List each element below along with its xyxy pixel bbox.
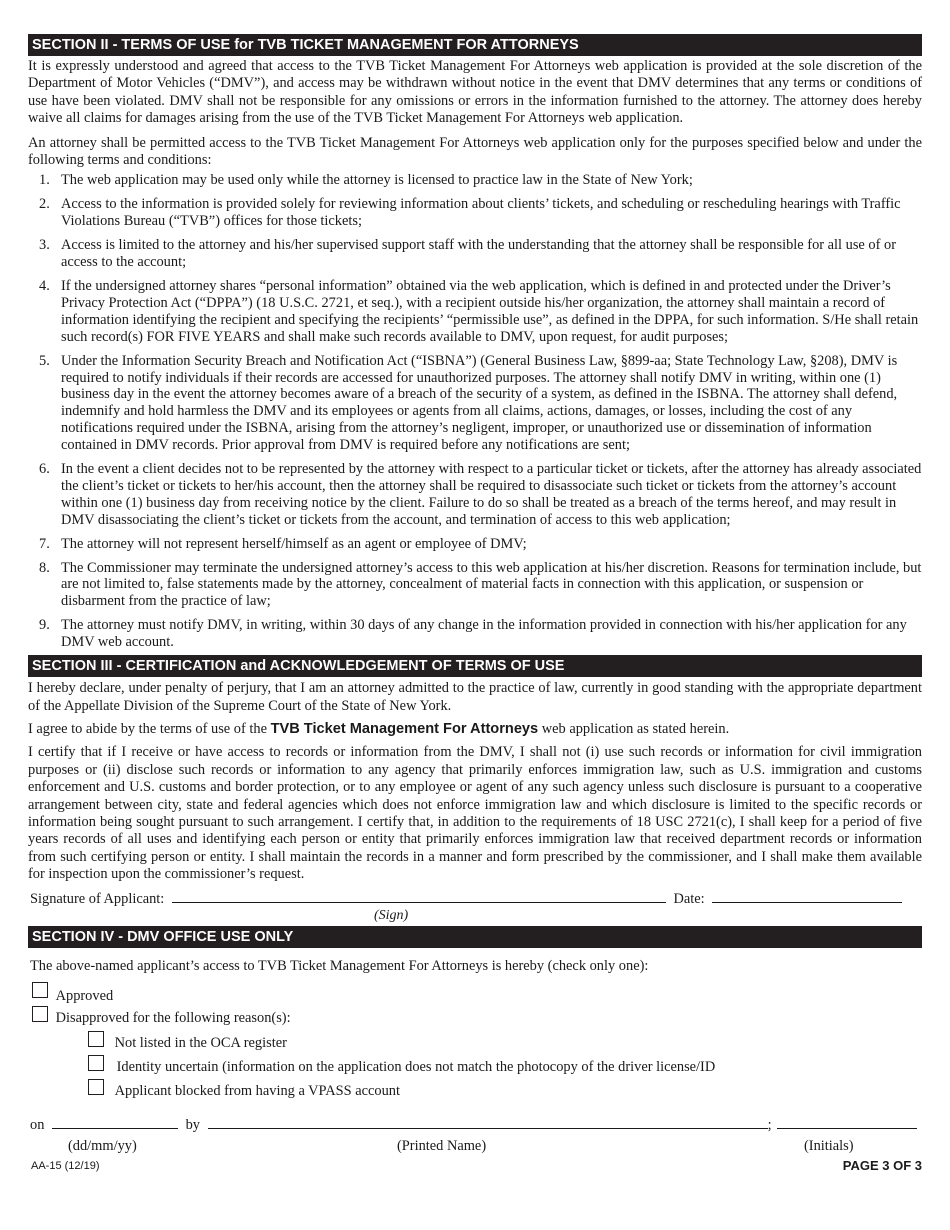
- signature-caption-row: [28, 909, 922, 925]
- approved-label: Approved: [55, 987, 114, 1004]
- reason-option[interactable]: [88, 1079, 400, 1099]
- form-id: AA-15 (12/19): [31, 1159, 100, 1172]
- section-2-paragraph-1: It is expressly understood and agreed that access to the TVB Ticket Management For Attorneys web application is provided at the sole discretion of the Department of Motor Vehicles (“DMV”), and access may be withdrawn without notice in the event that DMV determines that any terms or conditions of use have been violated. DMV shall not be responsible for any omissions or errors in the information furnished to the attorney. The attorney does hereby waive all claims for damages arising from the use of the TVB Ticket Management For Attorneys web application.: [28, 58, 922, 127]
- term-item: 2. Access to the information is provided solely for reviewing information about clients’ tickets, and scheduling or rescheduling hearings with Traffic Violations Bureau (“TVB”) offices for those tickets;: [39, 196, 901, 230]
- signature-label: Signature of Applicant:: [30, 890, 165, 907]
- product-name: TVB Ticket Management For Attorneys: [270, 720, 539, 737]
- office-use-block: [28, 948, 922, 1178]
- disapproved-label: Disapproved for the following reason(s):: [55, 1009, 291, 1026]
- term-item: 8. The Commissioner may terminate the undersigned attorney’s access to this web application at his/her discretion. Reasons for termination include, but are not limited to, false statements made by the attorney, concealment of material facts in connection with this application, or suspension or disbarment from the practice of law;: [39, 559, 922, 610]
- approval-signoff-row: [30, 1117, 917, 1134]
- initials-caption: (Initials): [804, 1137, 854, 1154]
- term-item: 9. The attorney must notify DMV, in writing, within 30 days of any change in the information provided in connection with his/her application for any DMV web account.: [39, 617, 907, 651]
- approved-checkbox[interactable]: [32, 982, 48, 998]
- approval-date-field[interactable]: [52, 1128, 178, 1129]
- term-item: 1. The web application may be used only while the attorney is licensed to practice law in the State of New York;: [39, 172, 693, 189]
- reason-label: Identity uncertain (information on the application does not match the photocopy of the driver license/ID: [116, 1058, 716, 1075]
- disapproved-option[interactable]: [32, 1006, 291, 1026]
- section-2-header: SECTION II - TERMS OF USE for TVB TICKET MANAGEMENT FOR ATTORNEYS: [28, 34, 922, 56]
- signature-field[interactable]: [172, 902, 666, 903]
- section-3-header: SECTION III - CERTIFICATION and ACKNOWLEDGEMENT OF TERMS OF USE: [28, 655, 922, 677]
- office-use-intro: The above-named applicant’s access to TVB Ticket Management For Attorneys is hereby (check only one):: [30, 957, 649, 974]
- term-item: 7. The attorney will not represent herself/himself as an agent or employee of DMV;: [39, 535, 527, 552]
- term-item: 6. In the event a client decides not to be represented by the attorney with respect to a particular ticket or tickets, after the attorney has already associated the client’s ticket or tickets to her/his account, then the attorney shall be required to disassociate such ticket or tickets from the attorney’s account within one (1) business day from receiving notice by the client. Failure to do so shall be treated as a breach of the terms hereof, and may result in DMV disassociating the client’s ticket or tickets from the account, and termination of access to this web application;: [39, 461, 922, 528]
- reason-option[interactable]: [88, 1055, 715, 1075]
- initials-field[interactable]: [777, 1128, 917, 1129]
- terms-list: [28, 172, 922, 651]
- page-number: PAGE 3 OF 3: [842, 1157, 922, 1173]
- date-format-caption: (dd/mm/yy): [68, 1137, 137, 1154]
- section-4-header: SECTION IV - DMV OFFICE USE ONLY: [28, 926, 922, 948]
- reason-option[interactable]: [88, 1031, 287, 1051]
- printed-name-caption: (Printed Name): [397, 1137, 487, 1154]
- disapproved-checkbox[interactable]: [32, 1006, 48, 1022]
- approved-option[interactable]: [32, 982, 113, 1002]
- reason-label: Not listed in the OCA register: [114, 1034, 287, 1051]
- reason-checkbox[interactable]: [88, 1055, 104, 1071]
- sign-caption: (Sign): [374, 907, 409, 923]
- reason-label: Applicant blocked from having a VPASS account: [114, 1082, 400, 1099]
- on-label: on: [30, 1116, 45, 1133]
- reason-checkbox[interactable]: [88, 1079, 104, 1095]
- signature-row: [28, 891, 922, 909]
- by-label: by: [185, 1116, 200, 1133]
- term-item: 5. Under the Information Security Breach and Notification Act (“ISBNA”) (General Business Law, §899-aa; State Technology Law, §208), DMV is required to notify individuals if their records are accessed for unauthorized purposes. The attorney shall notify DMV in writing, within one (1) business day in the event the attorney becomes aware of a breach of the security of a system, as defined in the ISBNA. The attorney shall defend, indemnify and hold harmless the DMV and its employees or agents from all claims, actions, damages, or losses, including the cost of any notifications required under the ISBNA, arising from the attorney’s negligent, improper, or unauthorized use or dissemination of information contained in DMV records. Prior approval from DMV is required before any notifications are sent;: [39, 352, 898, 454]
- section-3-paragraph-1: I hereby declare, under penalty of perjury, that I am an attorney admitted to the practice of law, currently in good standing with the appropriate department of the Appellate Division of the Supreme Court of the State of New York.: [28, 680, 922, 714]
- term-item: 3. Access is limited to the attorney and his/her supervised support staff with the understanding that the attorney shall be responsible for all use of or access to the account;: [39, 237, 896, 271]
- term-item: 4. If the undersigned attorney shares “personal information” obtained via the web application, which is defined in and protected under the Driver’s Privacy Protection Act (“DPPA”) (18 U.S.C. 2721, et seq.), with a recipient outside his/her organization, the attorney shall maintain a record of information identifying the recipient and specifying the recipients’ “permissible use”, as defined in the DPPA, for such information. S/He shall retain such record(s) FOR FIVE YEARS and shall make such records available to DMV, upon request, for audit purposes;: [39, 277, 919, 345]
- form-page: [28, 34, 922, 1178]
- section-2-paragraph-2: An attorney shall be permitted access to the TVB Ticket Management For Attorneys web application only for the purposes specified below and under the following terms and conditions:: [28, 134, 922, 169]
- printed-name-field[interactable]: [208, 1128, 768, 1129]
- reason-checkbox[interactable]: [88, 1031, 104, 1047]
- date-field[interactable]: [712, 902, 902, 903]
- section-3-paragraph-3: I certify that if I receive or have access to records or information from the DMV, I shall not (i) use such records or information for civil immigration purposes or (ii) disclose such records or information to any agency that primarily enforces immigration law, such as U.S. immigration and customs enforcement and U.S. customs and border protection, or to any employee or agent of any such agency unless such disclosure is pursuant to a cooperative arrangement between city, state and federal agencies which does not enforce immigration law and which disclosure is limited to the specific records or information being sought pursuant to such arrangement. I certify that, in addition to the requirements of 18 USC 2721(c), I shall keep for a period of five years records of all uses and identifying each person or entity that primarily enforces immigration law that received department records or information from such certifying person or entity. I shall maintain the records in a manner and form prescribed by the commissioner, and I shall make them available for inspection upon the commissioner’s request.: [28, 744, 922, 883]
- section-3-paragraph-2: I agree to abide by the terms of use of the TVB Ticket Management For Attorneys web application as stated herein.: [28, 720, 730, 737]
- date-label: Date:: [673, 890, 705, 907]
- semicolon: ;: [767, 1116, 772, 1133]
